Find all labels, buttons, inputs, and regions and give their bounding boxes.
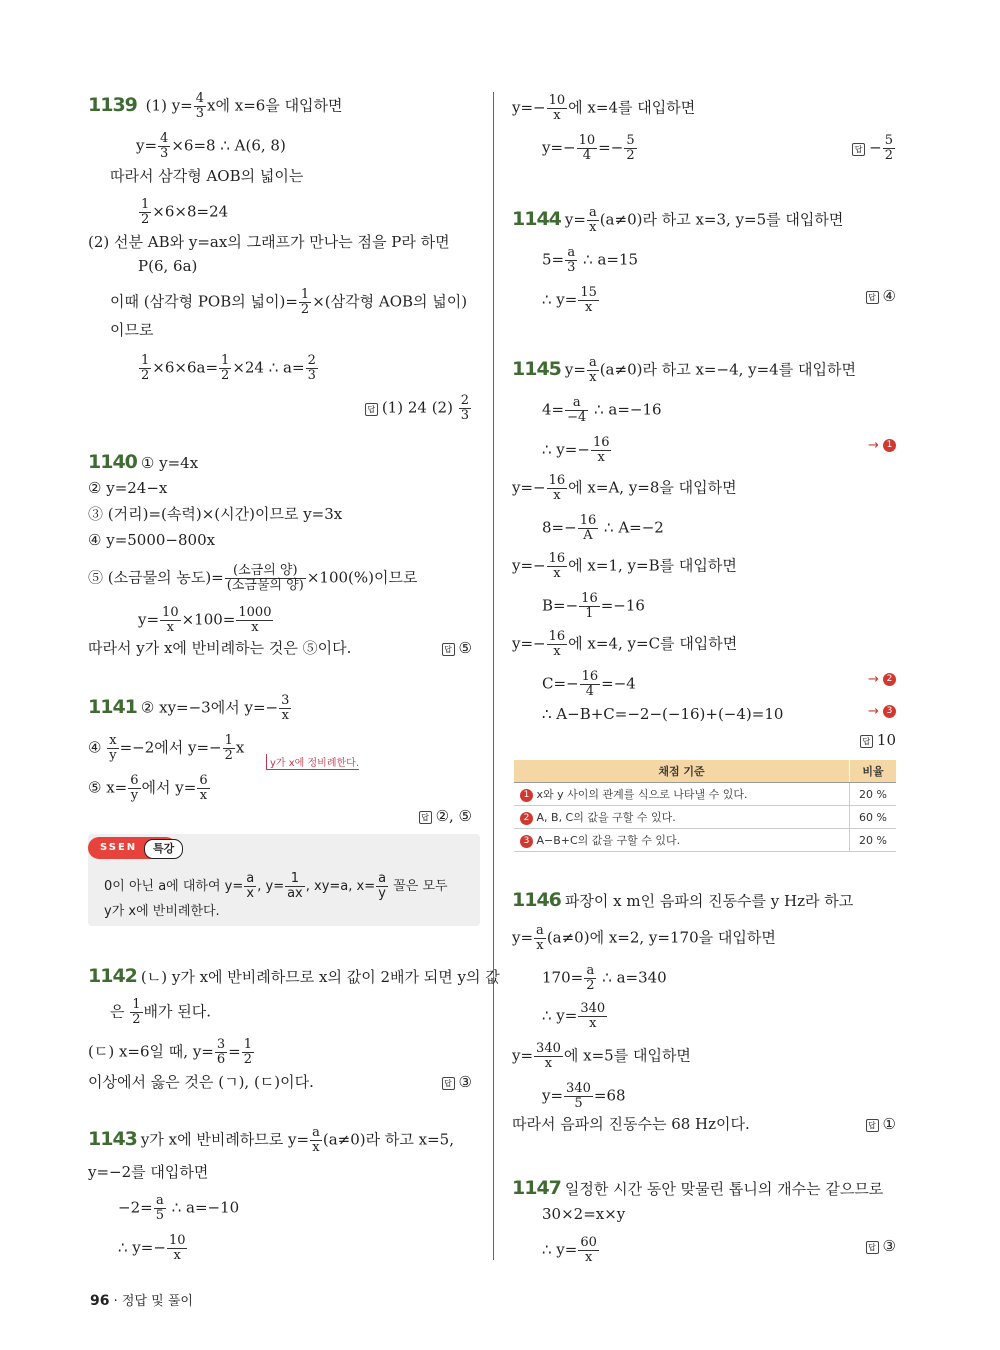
proportional-note: y가 x에 정비례한다.: [266, 754, 359, 770]
problem-1145-line-9: C=− $\frac{16}{4}$ =−4: [542, 669, 636, 699]
fraction: $\frac{\text{(소금의 양)}}{\text{(소금물의 양)}}$: [226, 563, 304, 593]
fraction: $\frac{1}{2}$: [243, 1037, 253, 1067]
fraction: $\frac{60}{x}$: [580, 1235, 597, 1265]
problem-number: 1143: [88, 1127, 137, 1150]
fraction: $\frac{15}{x}$: [580, 285, 597, 315]
problem-1142-line-1: 1142 (ㄴ) y가 x에 반비례하므로 x의 값이 2배가 되면 y의 값: [88, 965, 500, 987]
page-number: 96: [90, 1293, 110, 1309]
problem-1146-line-6: y= $\frac{340}{5}$ =68: [542, 1081, 626, 1111]
special-badge: 특강: [144, 839, 183, 859]
table-header-ratio: 비율: [850, 760, 897, 783]
answer-1145: 답 10: [860, 730, 896, 750]
fraction: $\frac{16}{4}$: [581, 669, 599, 699]
problem-number: 1146: [512, 889, 561, 911]
fraction: $\frac{4}{3}$: [160, 131, 169, 161]
step-marker-1: → 1: [868, 438, 896, 453]
problem-1140-line-3: ③ (거리)=(속력)×(시간)이므로 y=3x: [88, 505, 343, 523]
answer-1144: 답 ④: [866, 286, 896, 306]
problem-1139-line-8: 이므로: [110, 321, 154, 339]
problem-1139-line-2: y= $\frac{4}{3}$ ×6=8 ∴ A(6, 8): [136, 131, 286, 161]
problem-number: 1141: [88, 695, 137, 718]
answer-box-icon: 답: [866, 1119, 879, 1132]
problem-number: 1147: [512, 1177, 561, 1199]
problem-1145-line-10: ∴ A−B+C=−2−(−16)+(−4)=10: [542, 705, 784, 723]
fraction: $\frac{16}{1}$: [581, 591, 598, 621]
step-marker-3: → 3: [868, 704, 896, 719]
problem-1142-line-2: 은 $\frac{1}{2}$ 배가 된다.: [110, 997, 212, 1027]
fraction: $\frac{16}{x}$: [592, 435, 610, 465]
continuation-line-2: y=− $\frac{10}{4}$ =− $\frac{5}{2}$: [542, 133, 635, 163]
fraction: $\frac{340}{x}$: [580, 1001, 606, 1031]
problem-1139-line-4: $\frac{1}{2}$ ×6×8=24: [141, 197, 229, 227]
arrow-marker-icon: →: [867, 438, 883, 453]
fraction: $\frac{1}{ax}$: [287, 871, 303, 901]
problem-1146-line-3: 170= $\frac{a}{2}$ ∴ a=340: [542, 963, 667, 993]
fraction: $\frac{a}{3}$: [567, 245, 576, 275]
problem-1140-line-7: 따라서 y가 x에 반비례하는 것은 ⑤이다.: [88, 639, 352, 657]
fraction: $\frac{5}{2}$: [626, 133, 635, 163]
footer-text: · 정답 및 풀이: [113, 1294, 193, 1309]
answer-1143: 답 − $\frac{5}{2}$: [852, 134, 896, 163]
fraction: $\frac{3}{x}$: [281, 693, 290, 723]
problem-1145-line-3: ∴ y=− $\frac{16}{x}$: [542, 435, 610, 465]
fraction: $\frac{a}{x}$: [312, 1125, 320, 1155]
problem-1140-line-6: y= $\frac{10}{x}$ ×100= $\frac{1000}{x}$: [138, 605, 272, 635]
fraction: $\frac{10}{4}$: [578, 133, 596, 163]
problem-1146-line-4: ∴ y= $\frac{340}{x}$: [542, 1001, 606, 1031]
fraction: $\frac{10}{x}$: [548, 93, 566, 123]
answer-box-icon: 답: [866, 1241, 879, 1254]
table-header-criteria: 채점 기준: [514, 760, 850, 783]
problem-1144-line-1: 1144 y= $\frac{a}{x}$ (a≠0)라 하고 x=3, y=5를 대입하면: [512, 205, 844, 235]
problem-1145-line-1: 1145 y= $\frac{a}{x}$ (a≠0)라 하고 x=−4, y=4를 대입하면: [512, 355, 856, 385]
answer-1141: 답 ②, ⑤: [419, 806, 472, 826]
problem-1146-line-2: y= $\frac{a}{x}$ (a≠0)에 x=2, y=170을 대입하면: [512, 923, 776, 953]
answer-1142: 답 ③: [442, 1072, 472, 1092]
page-footer: [90, 1290, 193, 1309]
fraction: $\frac{a}{-4}$: [567, 395, 587, 425]
problem-1145-line-5: 8=− $\frac{16}{A}$ ∴ A=−2: [542, 513, 664, 543]
problem-1147-line-3: ∴ y= $\frac{60}{x}$: [542, 1235, 597, 1265]
problem-1143-line-2: y=−2를 대입하면: [88, 1163, 209, 1181]
fraction: $\frac{10}{x}$: [162, 605, 179, 635]
scoring-table: [514, 760, 896, 852]
problem-1146-line-1: 1146 파장이 x m인 음파의 진동수를 y Hz라 하고: [512, 889, 854, 911]
fraction: $\frac{340}{x}$: [536, 1041, 561, 1071]
column-divider: [493, 92, 494, 1260]
problem-number: 1142: [88, 965, 137, 987]
ssen-badge: SSEN: [88, 837, 177, 859]
fraction: $\frac{1}{2}$: [132, 997, 141, 1027]
problem-number: 1140: [88, 451, 137, 473]
answer-1139: 답 (1) 24 (2) $\frac{2}{3}$: [365, 394, 472, 423]
problem-number: 1139: [88, 93, 137, 116]
step-marker-2: → 2: [868, 672, 896, 687]
special-line-2: y가 x에 반비례한다.: [104, 904, 220, 919]
problem-1141-line-1: 1141 ② xy=−3에서 y=− $\frac{3}{x}$: [88, 693, 290, 723]
fraction: $\frac{1}{2}$: [224, 733, 233, 763]
problem-1147-line-1: 1147 일정한 시간 동안 맞물린 톱니의 개수는 같으므로: [512, 1177, 884, 1199]
problem-number: 1144: [512, 207, 561, 230]
problem-1145-line-2: 4= $\frac{a}{-4}$ ∴ a=−16: [542, 395, 662, 425]
fraction: $\frac{3}{6}$: [216, 1037, 226, 1067]
answer-box-icon: 답: [860, 735, 873, 748]
fraction: $\frac{a}{x}$: [246, 871, 255, 901]
problem-1139-line-3: 따라서 삼각형 AOB의 넓이는: [110, 167, 304, 185]
fraction: $\frac{16}{x}$: [548, 629, 566, 659]
problem-1146-line-7: 따라서 음파의 진동수는 68 Hz이다.: [512, 1115, 750, 1133]
table-row: 2 A, B, C의 값을 구할 수 있다. 60 %: [514, 806, 896, 829]
problem-1140-line-5: ⑤ (소금물의 농도)= $\frac{\text{(소금의 양)}}{\text{(소금물의 양)}}$ ×100(%)이므로: [88, 563, 418, 593]
fraction: $\frac{2}{3}$: [307, 353, 316, 383]
arrow-marker-icon: →: [867, 704, 883, 719]
fraction: $\frac{a}{x}$: [536, 923, 544, 953]
fraction: $\frac{x}{y}$: [109, 733, 117, 763]
fraction: $\frac{6}{x}$: [199, 773, 208, 803]
problem-1143-line-1: 1143 y가 x에 반비례하므로 y= $\frac{a}{x}$ (a≠0)라 하고 x=5,: [88, 1125, 454, 1155]
problem-number: 1145: [512, 357, 561, 380]
fraction: $\frac{1}{2}$: [141, 197, 150, 227]
table-header-row: [514, 760, 896, 783]
problem-1140-line-1: 1140 ① y=4x: [88, 451, 199, 473]
fraction: $\frac{1}{2}$: [300, 287, 310, 317]
table-row: 1 x와 y 사이의 관계를 식으로 나타낼 수 있다. 20 %: [514, 783, 896, 806]
fraction: $\frac{340}{5}$: [566, 1081, 591, 1111]
answer-1146: 답 ①: [866, 1114, 896, 1134]
problem-1145-line-8: y=− $\frac{16}{x}$ 에 x=4, y=C를 대입하면: [512, 629, 738, 659]
fraction: $\frac{16}{A}$: [579, 513, 597, 543]
fraction: $\frac{1}{2}$: [221, 353, 230, 383]
problem-1139-line-1: 1139 (1) y= $\frac{4}{3}$ x에 x=6을 대입하면: [88, 91, 343, 121]
problem-1139-line-5: (2) 선분 AB와 y=ax의 그래프가 만나는 점을 P라 하면: [88, 233, 450, 251]
problem-1140-line-4: ④ y=5000−800x: [88, 531, 216, 549]
fraction: $\frac{16}{x}$: [548, 551, 566, 581]
fraction: $\frac{6}{y}$: [130, 773, 139, 803]
answer-1147: 답 ③: [866, 1236, 896, 1256]
fraction: $\frac{a}{x}$: [588, 205, 597, 235]
problem-1142-line-3: (ㄷ) x=6일 때, y= $\frac{3}{6}$ = $\frac{1}{2}$: [88, 1037, 253, 1067]
table-row: 3 A−B+C의 값을 구할 수 있다. 20 %: [514, 829, 896, 852]
problem-1145-line-7: B=− $\frac{16}{1}$ =−16: [542, 591, 645, 621]
problem-1141-line-2: ④ $\frac{x}{y}$ =−2에서 y=− $\frac{1}{2}$ x: [88, 733, 245, 763]
fraction: $\frac{16}{x}$: [548, 473, 566, 503]
problem-1139-line-7: 이때 (삼각형 POB의 넓이)= $\frac{1}{2}$ ×(삼각형 AOB의 넓이): [110, 287, 468, 317]
fraction: $\frac{a}{x}$: [588, 355, 597, 385]
problem-1139-line-6: P(6, 6a): [138, 257, 198, 275]
answer-1140: 답 ⑤: [442, 638, 472, 658]
problem-1142-line-4: 이상에서 옳은 것은 (ㄱ), (ㄷ)이다.: [88, 1073, 314, 1091]
problem-1141-line-3: ⑤ x= $\frac{6}{y}$ 에서 y= $\frac{6}{x}$: [88, 773, 208, 803]
fraction: $\frac{2}{3}$: [460, 393, 469, 423]
answer-box-icon: 답: [866, 291, 879, 304]
continuation-line-1: y=− $\frac{10}{x}$ 에 x=4를 대입하면: [512, 93, 696, 123]
problem-1145-line-6: y=− $\frac{16}{x}$ 에 x=1, y=B를 대입하면: [512, 551, 737, 581]
answer-box-icon: 답: [365, 403, 378, 416]
problem-1140-line-2: ② y=24−x: [88, 479, 168, 497]
problem-1145-line-4: y=− $\frac{16}{x}$ 에 x=A, y=8을 대입하면: [512, 473, 737, 503]
fraction: $\frac{4}{3}$: [195, 91, 205, 121]
answer-box-icon: 답: [852, 143, 865, 156]
problem-1139-line-9: $\frac{1}{2}$ ×6×6a= $\frac{1}{2}$ ×24 ∴ a= $\frac{2}{3}$: [141, 353, 316, 383]
fraction: $\frac{a}{2}$: [586, 963, 595, 993]
problem-1143-line-3: −2= $\frac{a}{5}$ ∴ a=−10: [118, 1193, 240, 1223]
fraction: $\frac{a}{5}$: [155, 1193, 164, 1223]
special-line-1: 0이 아닌 a에 대하여 y= $\frac{a}{x}$ , y= $\frac{1}{ax}$ , xy=a, x= $\frac{a}{y}$ 꼴은 모두: [104, 871, 448, 901]
problem-1144-line-2: 5= $\frac{a}{3}$ ∴ a=15: [542, 245, 639, 275]
fraction: $\frac{1}{2}$: [141, 353, 150, 383]
fraction: $\frac{5}{2}$: [884, 133, 893, 163]
fraction: $\frac{10}{x}$: [168, 1233, 186, 1263]
fraction: $\frac{a}{y}$: [378, 871, 387, 901]
problem-1143-line-4: ∴ y=− $\frac{10}{x}$: [118, 1233, 186, 1263]
answer-box-icon: 답: [442, 643, 455, 656]
problem-1146-line-5: y= $\frac{340}{x}$ 에 x=5를 대입하면: [512, 1041, 691, 1071]
arrow-marker-icon: →: [867, 672, 883, 687]
problem-1144-line-3: ∴ y= $\frac{15}{x}$: [542, 285, 597, 315]
answer-box-icon: 답: [419, 811, 432, 824]
problem-1147-line-2: 30×2=x×y: [542, 1205, 626, 1223]
answer-box-icon: 답: [442, 1077, 455, 1090]
fraction: $\frac{1000}{x}$: [238, 605, 272, 635]
